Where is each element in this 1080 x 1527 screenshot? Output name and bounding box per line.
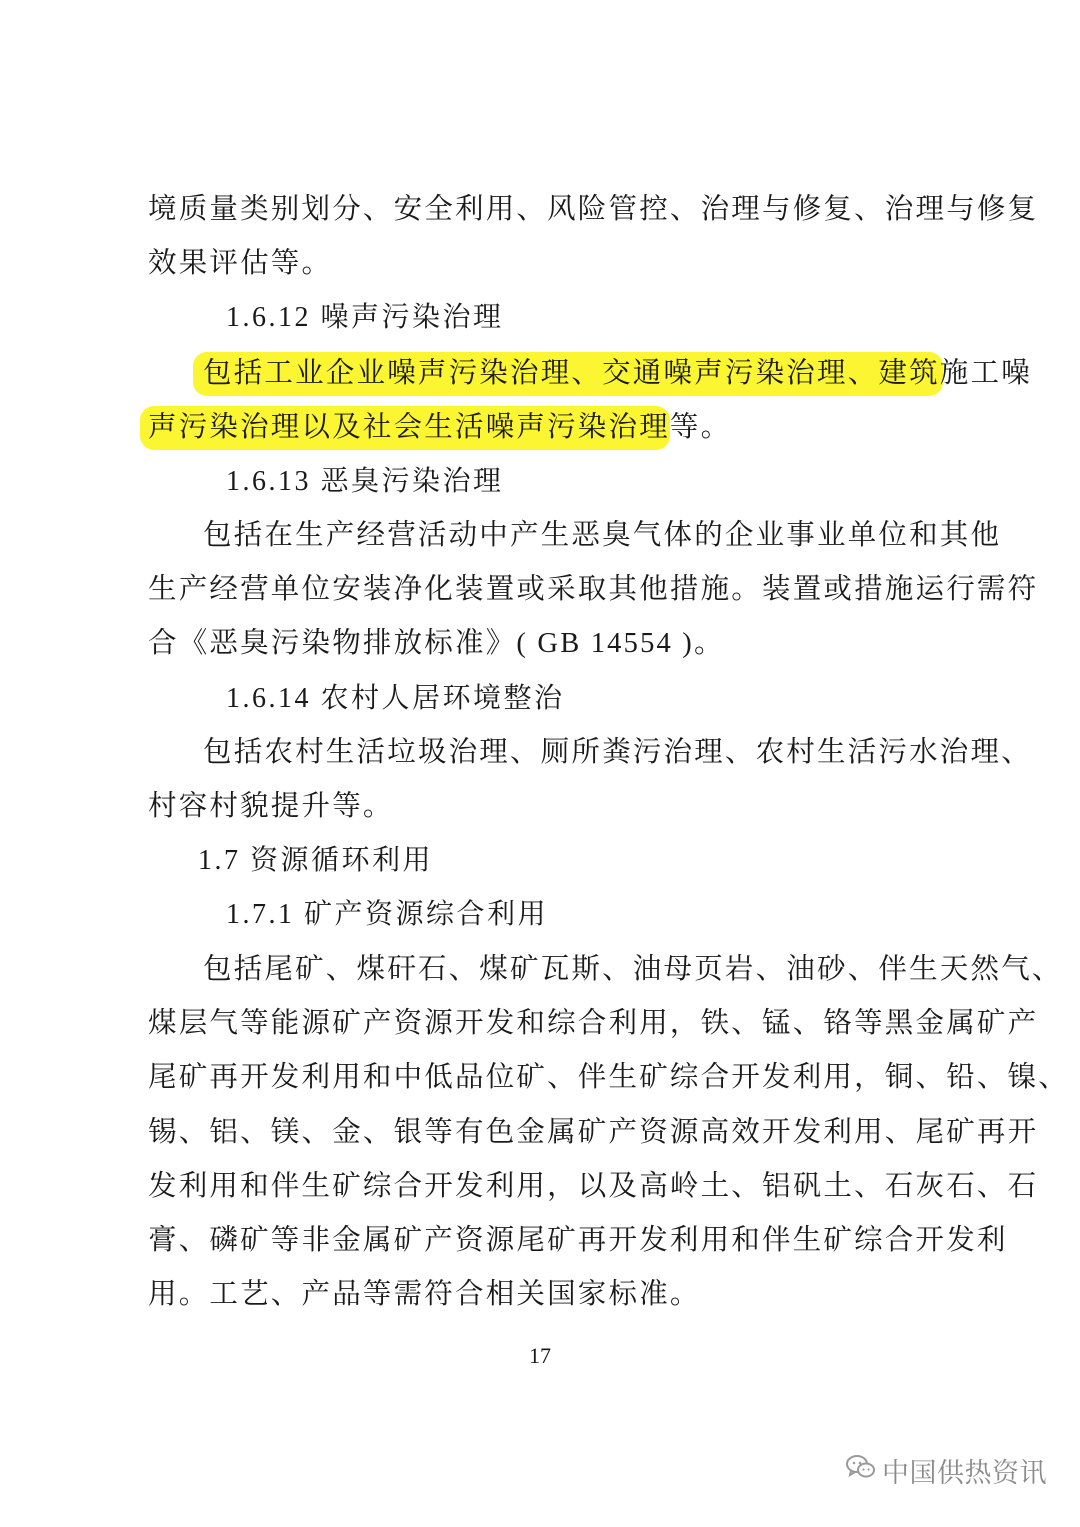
body-text-line: 煤层气等能源矿产资源开发和综合利用，铁、锰、铬等黑金属矿产: [148, 1008, 1039, 1039]
body-text-line: 膏、磷矿等非金属矿产资源尾矿再开发利用和伴生矿综合开发利: [148, 1225, 1008, 1256]
body-text-line: 村容村貌提升等。: [148, 791, 394, 822]
section-heading: 1.7 资源循环利用: [198, 845, 434, 876]
body-text-line: 锡、铝、镁、金、银等有色金属矿产资源高效开发利用、尾矿再开: [148, 1117, 1039, 1148]
watermark-text: 中国供热资讯: [882, 1457, 1047, 1489]
section-heading: 1.7.1 矿产资源综合利用: [226, 899, 549, 930]
page-number: 17: [529, 1343, 551, 1368]
body-text-line: 效果评估等。: [148, 248, 333, 279]
section-heading: 1.6.13 恶臭污染治理: [226, 466, 504, 497]
body-text-line: 生产经营单位安装净化装置或采取其他措施。装置或措施运行需符: [148, 574, 1039, 605]
body-text-line: 包括尾矿、煤矸石、煤矿瓦斯、油母页岩、油砂、伴生天然气、: [203, 954, 1063, 985]
body-text-line: 包括在生产经营活动中产生恶臭气体的企业事业单位和其他: [203, 520, 1002, 551]
body-text-line: 合《恶臭污染物排放标准》( GB 14554 )。: [148, 628, 725, 659]
highlighted-text-line: 包括工业企业噪声污染治理、交通噪声污染治理、建筑施工噪: [203, 358, 1032, 389]
body-text-line: 用。工艺、产品等需符合相关国家标准。: [148, 1279, 701, 1310]
body-text-line: 境质量类别划分、安全利用、风险管控、治理与修复、治理与修复: [148, 194, 1039, 225]
watermark: [846, 1450, 1047, 1490]
wechat-icon: [846, 1454, 882, 1487]
section-heading: 1.6.14 农村人居环境整治: [226, 683, 565, 714]
section-heading: 1.6.12 噪声污染治理: [226, 302, 504, 333]
highlighted-text-line: 声污染治理以及社会生活噪声污染治理等。: [148, 412, 732, 443]
body-text-line: 尾矿再开发利用和中低品位矿、伴生矿综合开发利用，铜、铅、镍、: [148, 1062, 1070, 1093]
body-text-line: 发利用和伴生矿综合开发利用，以及高岭土、铝矾土、石灰石、石: [148, 1171, 1039, 1202]
body-text-line: 包括农村生活垃圾治理、厕所粪污治理、农村生活污水治理、: [203, 737, 1032, 768]
